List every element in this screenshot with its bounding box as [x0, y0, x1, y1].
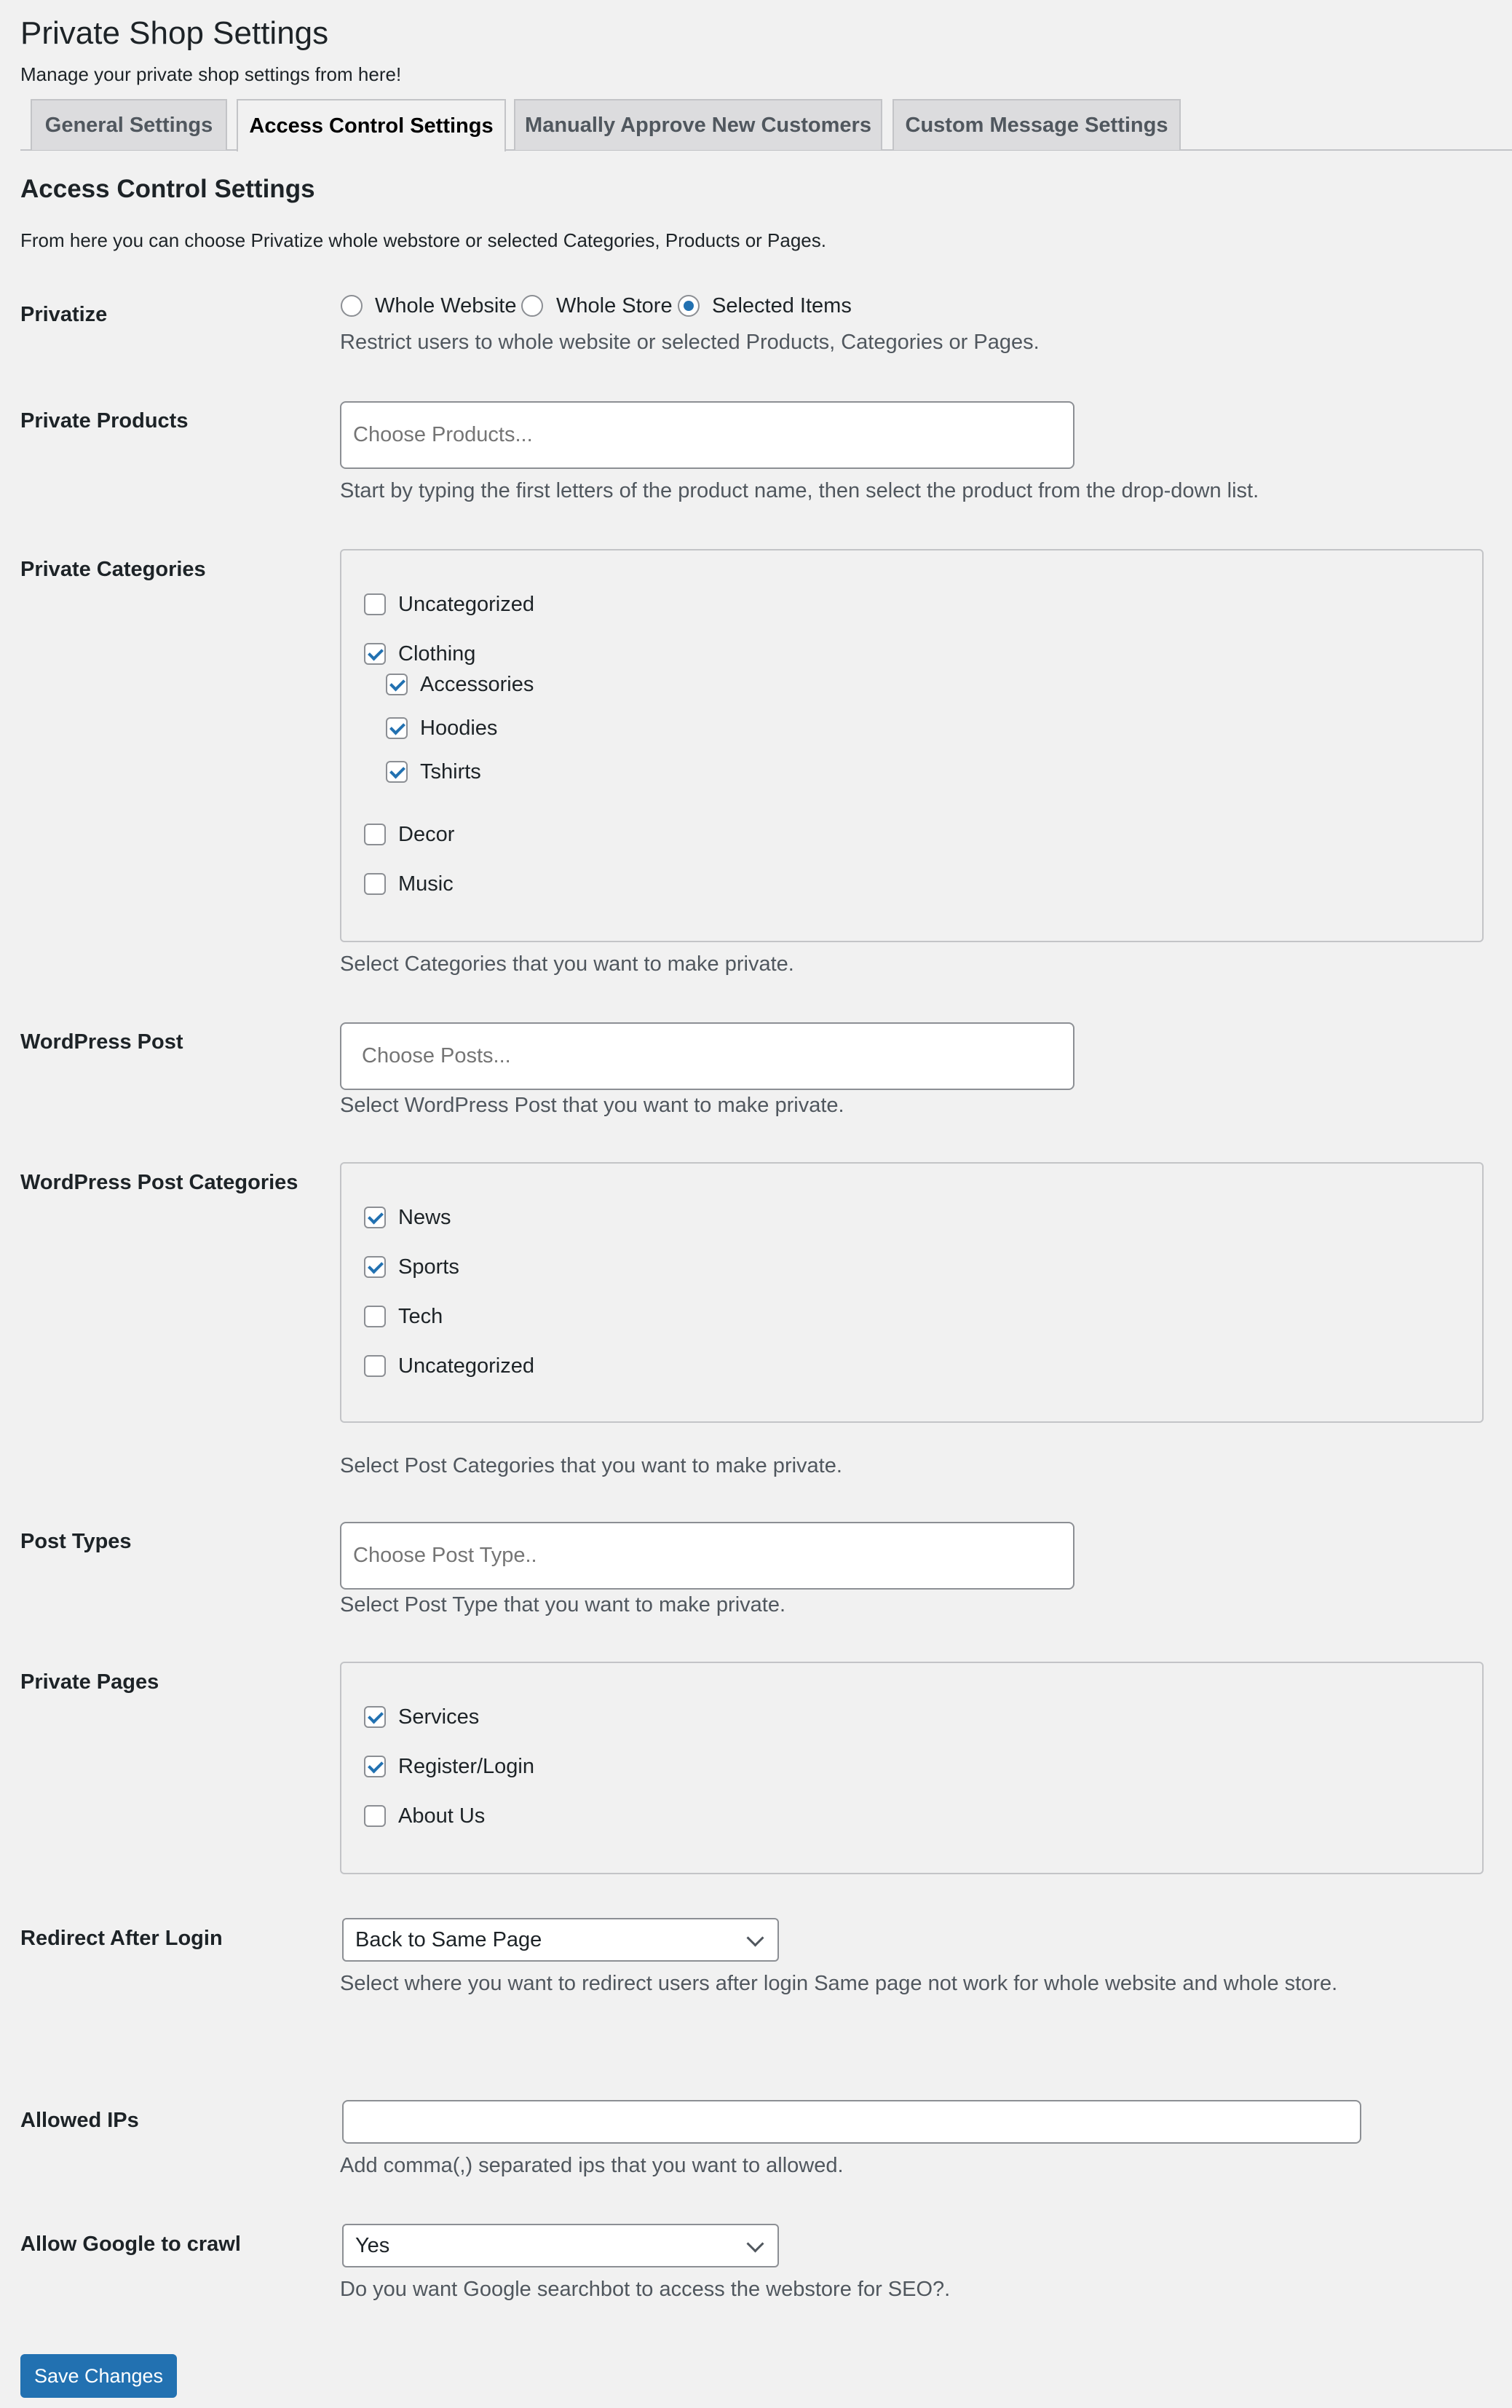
post-categories-help: Select Post Categories that you want to make private.: [340, 1454, 842, 1477]
post-categories-box: [340, 1162, 1484, 1423]
checkbox-sports-label[interactable]: Sports: [398, 1255, 459, 1279]
checkbox-services-label[interactable]: Services: [398, 1705, 480, 1729]
checkbox-news-label[interactable]: News: [398, 1206, 451, 1229]
wordpress-post-help: Select WordPress Post that you want to make private.: [340, 1094, 844, 1117]
checkbox-decor[interactable]: [364, 824, 386, 845]
radio-whole-store[interactable]: [521, 295, 543, 317]
checkbox-music[interactable]: [364, 873, 386, 895]
private-products-help: Start by typing the first letters of the product name, then select the product from the drop-down list.: [340, 479, 1259, 502]
page-title: Private Shop Settings: [20, 15, 329, 51]
checkbox-tech-label[interactable]: Tech: [398, 1305, 443, 1328]
products-search-input[interactable]: Choose Products...: [340, 401, 1074, 469]
post-categories-label: WordPress Post Categories: [20, 1171, 298, 1194]
post-types-help: Select Post Type that you want to make private.: [340, 1593, 786, 1616]
redirect-select[interactable]: [342, 1918, 779, 1962]
privatize-help: Restrict users to whole website or selected Products, Categories or Pages.: [340, 331, 1040, 354]
section-title: Access Control Settings: [20, 175, 315, 203]
checkbox-accessories-label[interactable]: Accessories: [420, 673, 534, 696]
redirect-help: Select where you want to redirect users after login Same page not work for whole website and whole store.: [340, 1972, 1338, 1995]
post-types-search-input[interactable]: Choose Post Type..: [340, 1522, 1074, 1590]
private-categories-help: Select Categories that you want to make private.: [340, 952, 794, 976]
google-crawl-select-value: Yes: [355, 2233, 390, 2257]
allowed-ips-label: Allowed IPs: [20, 2109, 139, 2132]
checkbox-clothing[interactable]: [364, 643, 386, 665]
checkbox-decor-label[interactable]: Decor: [398, 823, 455, 846]
checkbox-post-uncategorized-label[interactable]: Uncategorized: [398, 1354, 534, 1378]
private-pages-label: Private Pages: [20, 1670, 159, 1694]
posts-search-input[interactable]: Choose Posts...: [340, 1022, 1074, 1090]
radio-whole-website[interactable]: [341, 295, 363, 317]
radio-selected-items-label[interactable]: Selected Items: [712, 294, 852, 317]
save-changes-button[interactable]: Save Changes: [20, 2354, 177, 2398]
checkbox-hoodies-label[interactable]: Hoodies: [420, 717, 498, 740]
checkbox-accessories[interactable]: [386, 674, 408, 695]
google-crawl-help: Do you want Google searchbot to access the webstore for SEO?.: [340, 2278, 951, 2301]
redirect-select-value: Back to Same Page: [355, 1927, 542, 1951]
allowed-ips-input[interactable]: [342, 2100, 1361, 2144]
chevron-down-icon: [746, 2235, 764, 2252]
post-types-label: Post Types: [20, 1530, 132, 1553]
tab-manually-approve-customers[interactable]: Manually Approve New Customers: [514, 99, 882, 150]
checkbox-about-us-label[interactable]: About Us: [398, 1804, 486, 1828]
tab-general-settings[interactable]: General Settings: [31, 99, 227, 150]
checkbox-services[interactable]: [364, 1706, 386, 1728]
checkbox-news[interactable]: [364, 1207, 386, 1228]
checkbox-hoodies[interactable]: [386, 717, 408, 739]
checkbox-sports[interactable]: [364, 1256, 386, 1278]
redirect-label: Redirect After Login: [20, 1927, 223, 1950]
checkbox-about-us[interactable]: [364, 1805, 386, 1827]
private-products-label: Private Products: [20, 409, 189, 433]
radio-selected-items[interactable]: [678, 295, 700, 317]
tab-access-control-settings[interactable]: Access Control Settings: [237, 99, 506, 151]
wordpress-post-label: WordPress Post: [20, 1030, 183, 1054]
checkbox-tech[interactable]: [364, 1306, 386, 1327]
google-crawl-select[interactable]: [342, 2224, 779, 2267]
checkbox-uncategorized-label[interactable]: Uncategorized: [398, 593, 534, 616]
privatize-label: Privatize: [20, 303, 108, 326]
checkbox-tshirts-label[interactable]: Tshirts: [420, 760, 481, 783]
private-categories-label: Private Categories: [20, 558, 206, 581]
page-subtitle: Manage your private shop settings from here!: [20, 63, 402, 85]
checkbox-tshirts[interactable]: [386, 761, 408, 783]
checkbox-register-login[interactable]: [364, 1756, 386, 1777]
chevron-down-icon: [746, 1929, 764, 1946]
checkbox-uncategorized[interactable]: [364, 593, 386, 615]
checkbox-clothing-label[interactable]: Clothing: [398, 642, 476, 666]
google-crawl-label: Allow Google to crawl: [20, 2233, 241, 2256]
section-description: From here you can choose Privatize whole webstore or selected Categories, Products or Pages.: [20, 229, 826, 251]
tab-custom-message-settings[interactable]: Custom Message Settings: [892, 99, 1181, 150]
radio-whole-store-label[interactable]: Whole Store: [556, 294, 673, 317]
radio-whole-website-label[interactable]: Whole Website: [375, 294, 517, 317]
checkbox-music-label[interactable]: Music: [398, 872, 454, 896]
checkbox-register-login-label[interactable]: Register/Login: [398, 1755, 534, 1778]
checkbox-post-uncategorized[interactable]: [364, 1355, 386, 1377]
allowed-ips-help: Add comma(,) separated ips that you want to allowed.: [340, 2154, 844, 2177]
